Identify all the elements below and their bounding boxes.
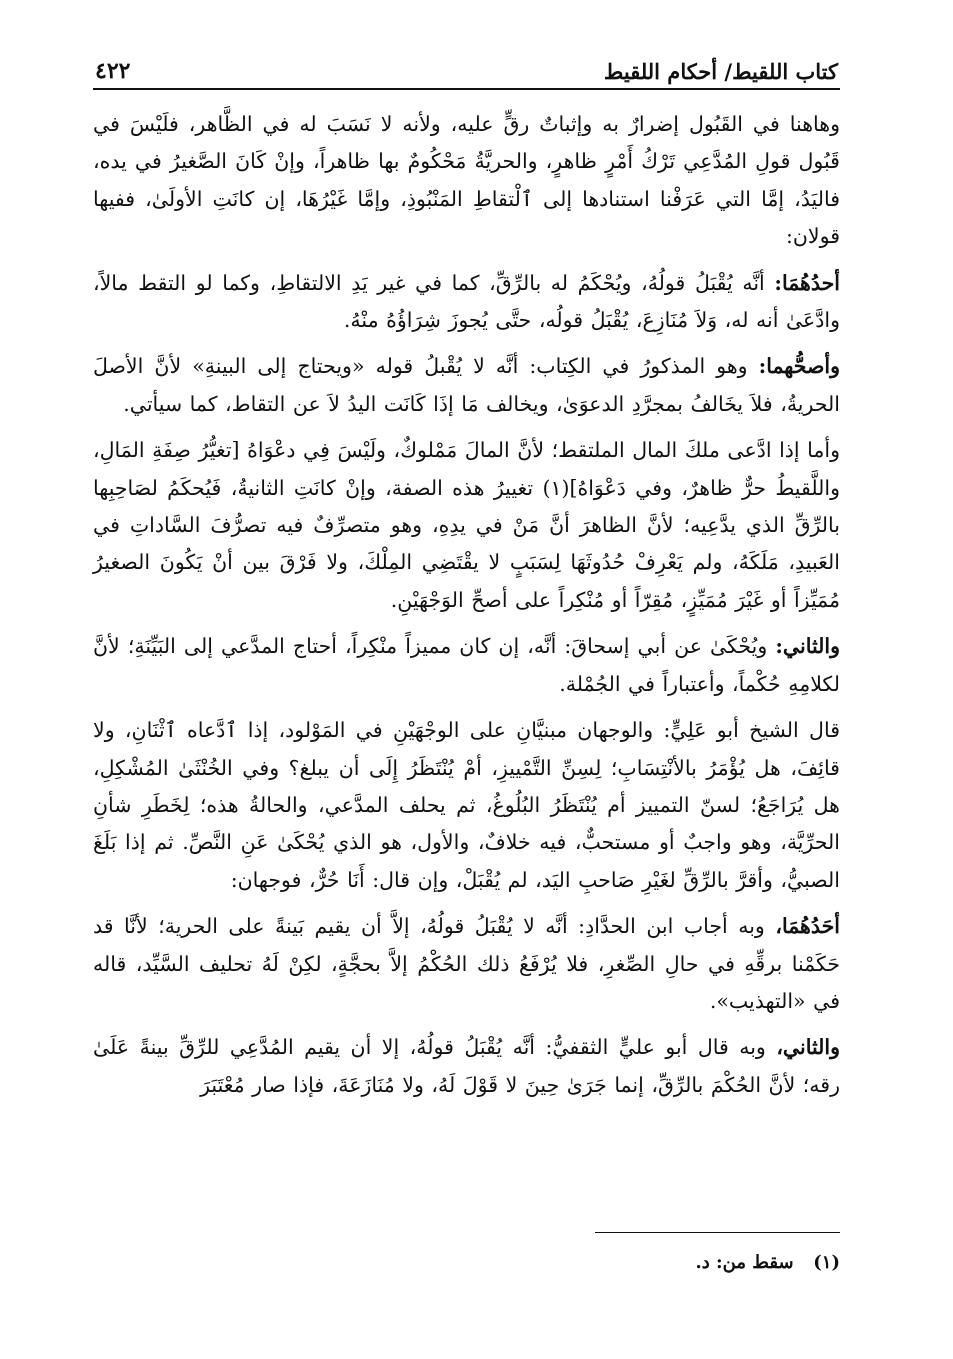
paragraph [93,628,840,703]
paragraph [93,106,840,256]
paragraph-lead: وأصحُّهما: [758,354,840,379]
paragraph-text: وبه قال أبو عليٍّ الثقفيُّ: أنَّه يُقْبَلُ قولُهُ، إلا أن يقيم المُدَّعِي للرِّقِّ بينةً عَلَىٰ رقه؛ لأنَّ الحُكْمَ بالرِّقِّ، إنما جَرَىٰ حِينَ لا قَوْلَ لَهُ، ولا مُنَازَعَةَ، فإذا صار مُعْتَبَرَ [93,1035,840,1097]
paragraph-text: ويُحْكَىٰ عن أبي إسحاقَ: أنَّه، إن كان مميزاً منْكِراً، أحتاج المدَّعي إلى البَيِّنَةِ؛ لأنَّ لكلامِهِ حُكْماً، وأعتباراً في الجُمْلة. [93,634,840,696]
paragraph-text: أنَّه يُقْبَلُ قولُهُ، ويُحْكَمُ له بالرِّقِّ، كما في غير يَدِ الالتقاطِ، وكما لو التقط مالاً، وادَّعَىٰ أنه له، وَلاَ مُنَازِعَ، يُقْبَلُ قولُه، حتَّى يُجوزَ شِرَاؤُهُ منْهُ. [93,270,840,333]
paragraph [93,712,840,899]
paragraph [93,348,840,423]
footnote-text: سقط من: د. [695,1252,794,1273]
paragraph-lead: أحَدُهُمَا، [775,914,840,939]
paragraph-text: وهاهنا في القَبُول إضرارٌ به وإثباتٌ رقٍّ عليه، ولأنه لا نَسَبَ له في الظَّاهر، فلَيْسَ في قَبُول قولِ المُدَّعِي تَرْكُ أَمْرٍ ظاهرٍ، والحريَّةُ مَحْكُومٌ بها ظاهراً، وإنْ كَانَ الصَّغيرُ في يده، فاليَدُ، إمَّا التي عَرَفْنا استنادها إلى ٱلْتقاطِ المَنْبُوذِ، وإمَّا غَيْرُهَا، إن كانَتِ الأولَىٰ، ففيها قولان: [93,112,840,249]
paragraph-text: قال الشيخ أبو عَلِيٍّ: والوجهان مبنيَّانِ على الوجْهَيْنِ في المَوْلود، إذا ٱدَّعاه ٱثْنَانِ، ولا قائِفَ، هل يُؤْمَرُ بالأنْتِسَابِ؛ لِسِنِّ التَّمْييزِ، أمْ يُنْتَظَرُ إِلَى أن يبلغ؟ وفي الخُنْثَىٰ المُشْكِلِ، هل يُرَاجَعُ؛ لسنّ التمييز أم يُنْتَظَرُ البُلُوغُ، ثم يحلف المدَّعي، والحالةُ هذه؛ لِخَطَرِ شأنِ الحرِّيَّة، وهو واجبٌ أو مستحبٌّ، فيه خلافٌ، والأول، هو الذي يُحْكَىٰ عَنِ النَّصِّ. ثم إذا بَلَغَ الصبيُّ، وأقرَّ بالرِّقِّ لغَيْرِ صَاحبِ اليَد، لم يُقْبَلْ، وإن قال: أَنَا حُرٌّ، فوجهان: [93,718,840,892]
running-title: كتاب اللقيط/ أحكام اللقيط [603,59,838,84]
footnote-number: (١) [813,1252,840,1273]
paragraph-text: وبه أجاب ابن الحدَّادِ: أنَّه لا يُقْبَلُ قولُهُ، إلاَّ أن يقيم بَينةً على الحرية؛ لأنَّا قد حَكَمْنا برقِّهِ في حالِ الصِّغرِ، فلا يُرْفَعُ ذلك الحُكْمُ إلاَّ بحجَّةٍ، لكِنْ لَهُ تحليف السَّيِّد، قاله في «التهذيب». [93,914,840,1013]
paragraph [93,432,840,619]
page-body [93,106,840,1104]
paragraph [93,265,840,340]
footnote-divider [595,1232,840,1233]
paragraph-lead: والثاني، [776,1035,840,1060]
footnote [695,1250,840,1276]
page-header [93,50,840,90]
paragraph [93,1029,840,1104]
book-page [93,50,840,1273]
paragraph [93,908,840,1020]
paragraph-text: وأما إذا ادَّعى ملكَ المال الملتقط؛ لأنَّ المالَ مَمْلوكٌ، ولَيْسَ فِي دعْوَاهُ [تغيُّرُ صِفَةِ المَالِ، واللَّقيطُ حرٌّ ظاهرٌ، وفي دَعْوَاهُ](١) تغييرُ هذه الصفة، وإنْ كانَتِ الثانيةُ، فَيُحكَمُ لصَاحِبِها بالرِّقِّ الذي يدَّعِيه؛ لأنَّ الظاهرَ أنَّ مَنْ في يدِهِ، وهو متصرِّفٌ فيه تصرُّفَ السَّاداتِ في العَبيدِ، مَلَكَهُ، ولم يَعْرِفْ حُدُوثَهَا لِسَبَبٍ لا يقْتَضِي المِلْكَ، ولا فَرْقَ بين أنْ يَكُونَ الصغيرُ مُمَيِّزاً أو غَيْرَ مُمَيِّزٍ، مُقِرّاً أو مُنْكِراً على أصحِّ الوَجْهَيْنِ. [93,438,840,612]
paragraph-text: وهو المذكورُ في الكِتاب: أنَّه لا يُقْبلُ قوله «ويحتاج إلى البينةِ» لأنَّ الأصلَ الحريةُ، فلاَ يخَالفُ بمجرَّدِ الدعوَىٰ، ويخالف مَا إذَا كَانَت اليدُ لاَ عن التقاط، كما سيأتي. [93,354,840,416]
paragraph-lead: والثاني: [775,634,840,659]
paragraph-lead: أحدُهُمَا: [774,270,840,295]
page-number: ٤٢٢ [95,58,131,84]
